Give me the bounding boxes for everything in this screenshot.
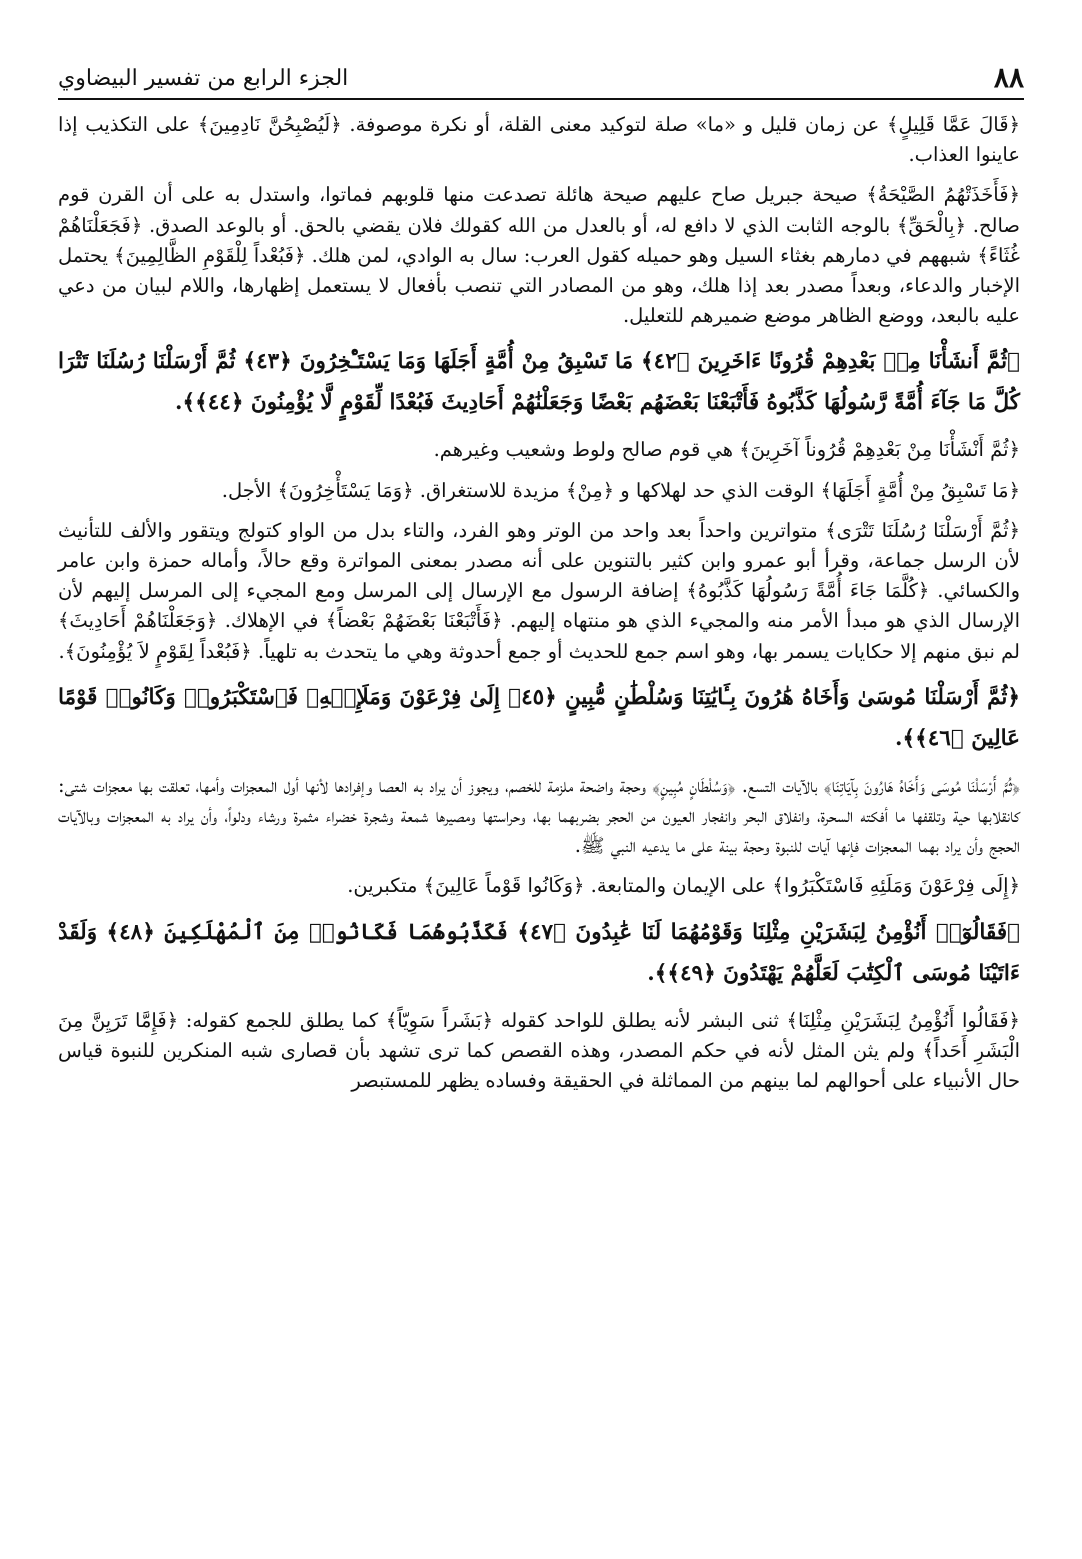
commentary-paragraph: ﴿ثُمَّ أَنْشَأْنَا مِنْ بَعْدِهِمْ قُرُوناً آخَرِينَ﴾ هي قوم صالح ولوط وشعيب وغيرهم. (433, 438, 1020, 462)
running-title: الجزء الرابع من تفسير البيضاوي (58, 66, 349, 91)
quran-verse-block: ﴿فَقَالُوٓا۟ أَنُؤْمِنُ لِبَشَرَيْنِ مِثْلِنَا وَقَوْمُهُمَا لَنَا عَٰبِدُونَ ﴿٤٧﴾ فَكَذَّبُوهُمَا فَكَانُوا۟ مِنَ ٱلْمُهْلَكِينَ ﴿٤٨﴾ وَلَقَدْ ءَاتَيْنَا مُوسَى ٱلْكِتَٰبَ لَعَلَّهُمْ يَهْتَدُونَ ﴿٤٩﴾﴾. (58, 919, 1020, 986)
commentary-paragraph: ﴿قَالَ عَمَّا قَلِيلٍ﴾ عن زمان قليل و «ما» صلة لتوكيد معنى القلة، أو نكرة موصوفة. ﴿لَيُصْبِحُنَّ نَادِمِينَ﴾ على التكذيب إذا عاينوا العذاب. (58, 113, 1020, 167)
page-number: ٨٨ (993, 61, 1024, 94)
quran-verse-block: ﴿ثُمَّ أَنشَأْنَا مِنۢ بَعْدِهِمْ قُرُونًا ءَاخَرِينَ ﴿٤٢﴾ مَا تَسْبِقُ مِنْ أُمَّةٍ أَجَلَهَا وَمَا يَسْتَـْٔخِرُونَ ﴿٤٣﴾ ثُمَّ أَرْسَلْنَا رُسُلَنَا تَتْرَا كُلَّ مَا جَآءَ أُمَّةً رَّسُولُهَا كَذَّبُوهُ فَأَتْبَعْنَا بَعْضَهُم بَعْضًا وَجَعَلْنَٰهُمْ أَحَادِيثَ فَبُعْدًا لِّقَوْمٍ لَّا يُؤْمِنُونَ ﴿٤٤﴾﴾. (58, 349, 1020, 416)
commentary-paragraph: ﴿إِلَى فِرْعَوْنَ وَمَلَئِهِ فَاسْتَكْبَرُوا﴾ على الإيمان والمتابعة. ﴿وَكَانُوا قَوْماً عَالِينَ﴾ متكبرين. (347, 874, 1020, 898)
commentary-paragraph: ﴿ثُمَّ أَرْسَلْنَا رُسُلَنَا تَتْرَى﴾ متواترين واحداً بعد واحد من الوتر وهو الفرد، والتاء بدل من الواو كتولج ويتقور والألف للتأنيث لأن الرسل جماعة، وقرأ أبو عمرو وابن كثير بالتنوين على أنه مصدر بمعنى المواترة وقع حالاً، وأماله حمزة وابن عامر والكسائي. ﴿كُلَّمَا جَاءَ أُمَّةً رَسُولُهَا كَذَّبُوهُ﴾ إضافة الرسول مع الإرسال إلى المرسل ومع المجيء إلى المرسل إليهم لأن الإرسال الذي هو مبدأ الأمر منه والمجيء الذي هو منتهاه إليهم. ﴿فَأَتْبَعْنَا بَعْضَهُمْ بَعْضاً﴾ في الإهلاك. ﴿وَجَعَلْنَاهُمْ أَحَادِيثَ﴾ لم نبق منهم إلا حكايات يسمر بها، وهو اسم جمع للحديث أو جمع أحدوثة وهي ما يتحدث به تلهياً. ﴿فَبُعْداً لِقَوْمٍ لاَ يُؤْمِنُونَ﴾. (58, 518, 1020, 663)
commentary-paragraph: ﴿فَقَالُوا أَنُؤْمِنُ لِبَشَرَيْنِ مِثْلِنَا﴾ ثنى البشر لأنه يطلق للواحد كقوله ﴿بَشَراً سَوِيّاً﴾ كما يطلق للجمع كقوله: ﴿فَإِمَّا تَرَيِنَّ مِنَ الْبَشَرِ أَحَداً﴾ ولم يثن المثل لأنه في حكم المصدر، وهذه القصص كما ترى تشهد بأن قصارى شبه المنكرين للنبوة قياس حال الأنبياء على أحوالهم لما بينهم من المماثلة في الحقيقة وفساده يظهر للمستبصر (58, 1008, 1020, 1093)
commentary-paragraph: ﴿فَأَخَذَتْهُمُ الصَّيْحَةُ﴾ صيحة جبريل صاح عليهم صيحة هائلة تصدعت منها قلوبهم فماتوا، واستدل به على أن القرن قوم صالح. ﴿بِالْحَقِّ﴾ بالوجه الثابت الذي لا دافع له، أو بالعدل من الله كقولك فلان يقضي بالحق. أو بالوعد الصدق. ﴿فَجَعَلْنَاهُمْ غُثَاءً﴾ شبههم في دمارهم بغثاء السيل وهو حميله كقول العرب: سال به الوادي، لمن هلك. ﴿فَبُعْداً لِلْقَوْمِ الظَّالِمِينَ﴾ يحتمل الإخبار والدعاء، وبعداً مصدر بعد إذا هلك، وهو من المصادر التي تنصب بأفعال لا يستعمل إظهارها، واللام لبيان من دعي عليه بالبعد، ووضع الظاهر موضع ضميرهم للتعليل. (58, 183, 1020, 328)
page-body (58, 110, 1020, 1106)
page-header (58, 54, 1024, 100)
commentary-paragraph: ﴿مَا تَسْبِقُ مِنْ أُمَّةٍ أَجَلَهَا﴾ الوقت الذي حد لهلاكها و ﴿مِنْ﴾ مزيدة للاستغراق. ﴿وَمَا يَسْتَأْخِرُونَ﴾ الأجل. (221, 478, 1020, 502)
commentary-paragraph: ﴿ثُمَّ أَرْسَلْنَا مُوسَى وَأَخَاهُ هَارُونَ بِآيَاتِنَا﴾ بالآيات التسع. ﴿وَسُلْطَانٍ مُبِينٍ﴾ وحجة واضحة ملزمة للخصم، ويجوز أن يراد به العصا وإفرادها لأنها أول المعجزات وأمها، تعلقت بها معجزات شتى: كانقلابها حية وتلقفها ما أفكته السحرة، وانفلاق البحر وانفجار العيون من الحجر بضربهما بها، وحراستها ومصيرها شمعة وشجرة خضراء مثمرة ورشاء ودلواً، وأن يراد به المعجزات وبالآيات الحجج وأن يراد بهما المعجزات فإنها آيات للنبوة وحجة بينة على ما يدعيه النبي ﷺ. (58, 773, 1020, 858)
quran-verse-block: ﴿ثُمَّ أَرْسَلْنَا مُوسَىٰ وَأَخَاهُ هَٰرُونَ بِـَٔايَٰتِنَا وَسُلْطَٰنٍ مُّبِينٍ ﴿٤٥﴾ إِلَىٰ فِرْعَوْنَ وَمَلَإِي۟هِۦ فَٱسْتَكْبَرُوا۟ وَكَانُوا۟ قَوْمًا عَالِينَ ﴿٤٦﴾﴾. (58, 684, 1020, 751)
